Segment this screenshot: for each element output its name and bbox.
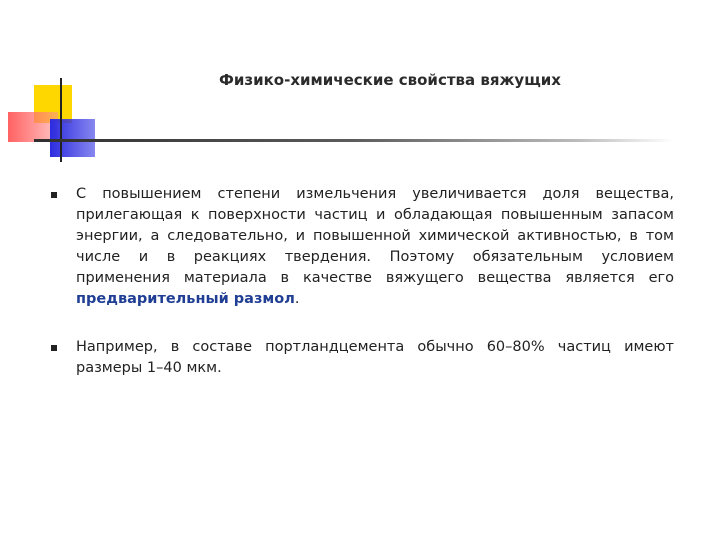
slide-logo-decoration	[0, 0, 110, 170]
bullet-1-highlight: предварительный размол	[76, 291, 295, 307]
vertical-line-decoration	[60, 78, 62, 162]
title-divider	[34, 139, 674, 142]
blue-square-decoration	[50, 119, 95, 157]
bullet-1-text-after: .	[294, 291, 300, 307]
bullet-marker-1	[51, 192, 57, 198]
bullet-1-text-before: С повышением степени измельчения увеличивается доля вещества, прилегающая к поверхности частиц и обладающая повышенным запасом энергии, а следовательно, и повышенной химической активностью, в том числе и в реакциях твердения. Поэтому обязательным условием применения материала в качестве вяжущего вещества является его	[76, 186, 674, 286]
slide-title: Физико-химические свойства вяжущих	[219, 71, 561, 89]
bullet-marker-2	[51, 345, 57, 351]
bullet-text-2: Например, в составе портландцемента обычно 60–80% частиц имеют размеры 1–40 мкм.	[76, 339, 674, 376]
bullet-text-1	[76, 184, 674, 310]
